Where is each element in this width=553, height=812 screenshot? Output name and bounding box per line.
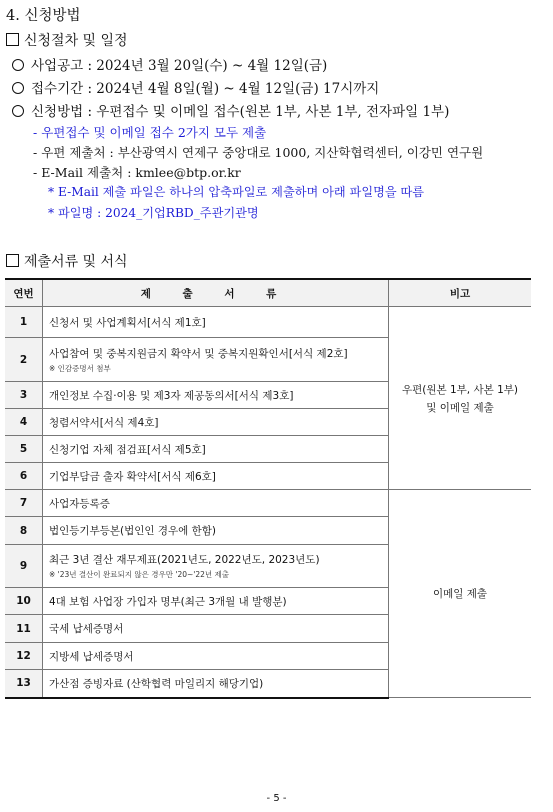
item-announcement: 사업공고 : 2024년 3월 20일(수) ~ 4월 12일(금) <box>12 54 327 74</box>
table-row: 8 법인등기부등본(법인인 경우에 한함) <box>5 517 531 545</box>
item-method: 신청방법 : 우편접수 및 이메일 접수(원본 1부, 사본 1부, 전자파일 1부) <box>12 100 449 120</box>
detail-both: - 우편접수 및 이메일 접수 2가지 모두 제출 <box>33 125 267 140</box>
note-email: 이메일 제출 <box>389 490 532 698</box>
table-row: 1 신청서 및 사업계획서[서식 제1호] 우편(원본 1부, 사본 1부) 및 이메일 제출 <box>5 307 531 338</box>
docs-heading: 제출서류 및 서식 <box>6 251 128 271</box>
table-row: 13 가산점 증빙자료 (산학협력 마일리지 해당기업) <box>5 670 531 698</box>
circle-bullet-icon <box>12 82 24 94</box>
table-row: 7 사업자등록증 이메일 제출 <box>5 490 531 517</box>
section-title: 4. 신청방법 <box>6 8 81 24</box>
table-row: 2 사업참여 및 중복지원금지 확약서 및 중복지원확인서[서식 제2호] ※ 인감증명서 첨부 <box>5 338 531 382</box>
circle-bullet-icon <box>12 59 24 71</box>
email-note: * E-Mail 제출 파일은 하나의 압축파일로 제출하며 아래 파일명을 따름 <box>48 185 425 199</box>
table-row: 4 청렴서약서[서식 제4호] <box>5 409 531 436</box>
documents-table <box>5 278 531 699</box>
detail-email: - E-Mail 제출처 : kmlee@btp.or.kr <box>33 165 241 180</box>
col-note: 비고 <box>389 279 532 307</box>
table-row: 3 개인정보 수집·이용 및 제3자 제공동의서[서식 제3호] <box>5 382 531 409</box>
table-row: 12 지방세 납세증명서 <box>5 643 531 670</box>
table-header <box>5 279 531 307</box>
circle-bullet-icon <box>12 105 24 117</box>
table-row: 10 4대 보험 사업장 가입자 명부(최근 3개월 내 발행분) <box>5 588 531 615</box>
checkbox-icon <box>6 254 19 267</box>
table-row: 11 국세 납세증명서 <box>5 615 531 643</box>
page-number: - 5 - <box>266 793 287 804</box>
procedure-heading: 신청절차 및 일정 <box>6 30 128 50</box>
col-docs: 제 출 서 류 <box>43 279 389 307</box>
table-row: 5 신청기업 자체 점검표[서식 제5호] <box>5 436 531 463</box>
item-period: 접수기간 : 2024년 4월 8일(월) ~ 4월 12일(금) 17시까지 <box>12 77 379 97</box>
note-mail-email: 우편(원본 1부, 사본 1부) 및 이메일 제출 <box>389 307 532 490</box>
detail-mail: - 우편 제출처 : 부산광역시 연제구 중앙대로 1000, 지산학협력센터, 이강민 연구원 <box>33 145 484 160</box>
table-row: 6 기업부담금 출자 확약서[서식 제6호] <box>5 463 531 490</box>
col-no: 연번 <box>5 279 43 307</box>
table-row: 9 최근 3년 결산 재무제표(2021년도, 2022년도, 2023년도) ※ '23년 결산이 완료되지 않은 경우만 '20~'22년 제출 <box>5 545 531 588</box>
file-name-note: * 파일명 : 2024_기업RBD_주관기관명 <box>48 206 259 220</box>
checkbox-icon <box>6 33 19 46</box>
